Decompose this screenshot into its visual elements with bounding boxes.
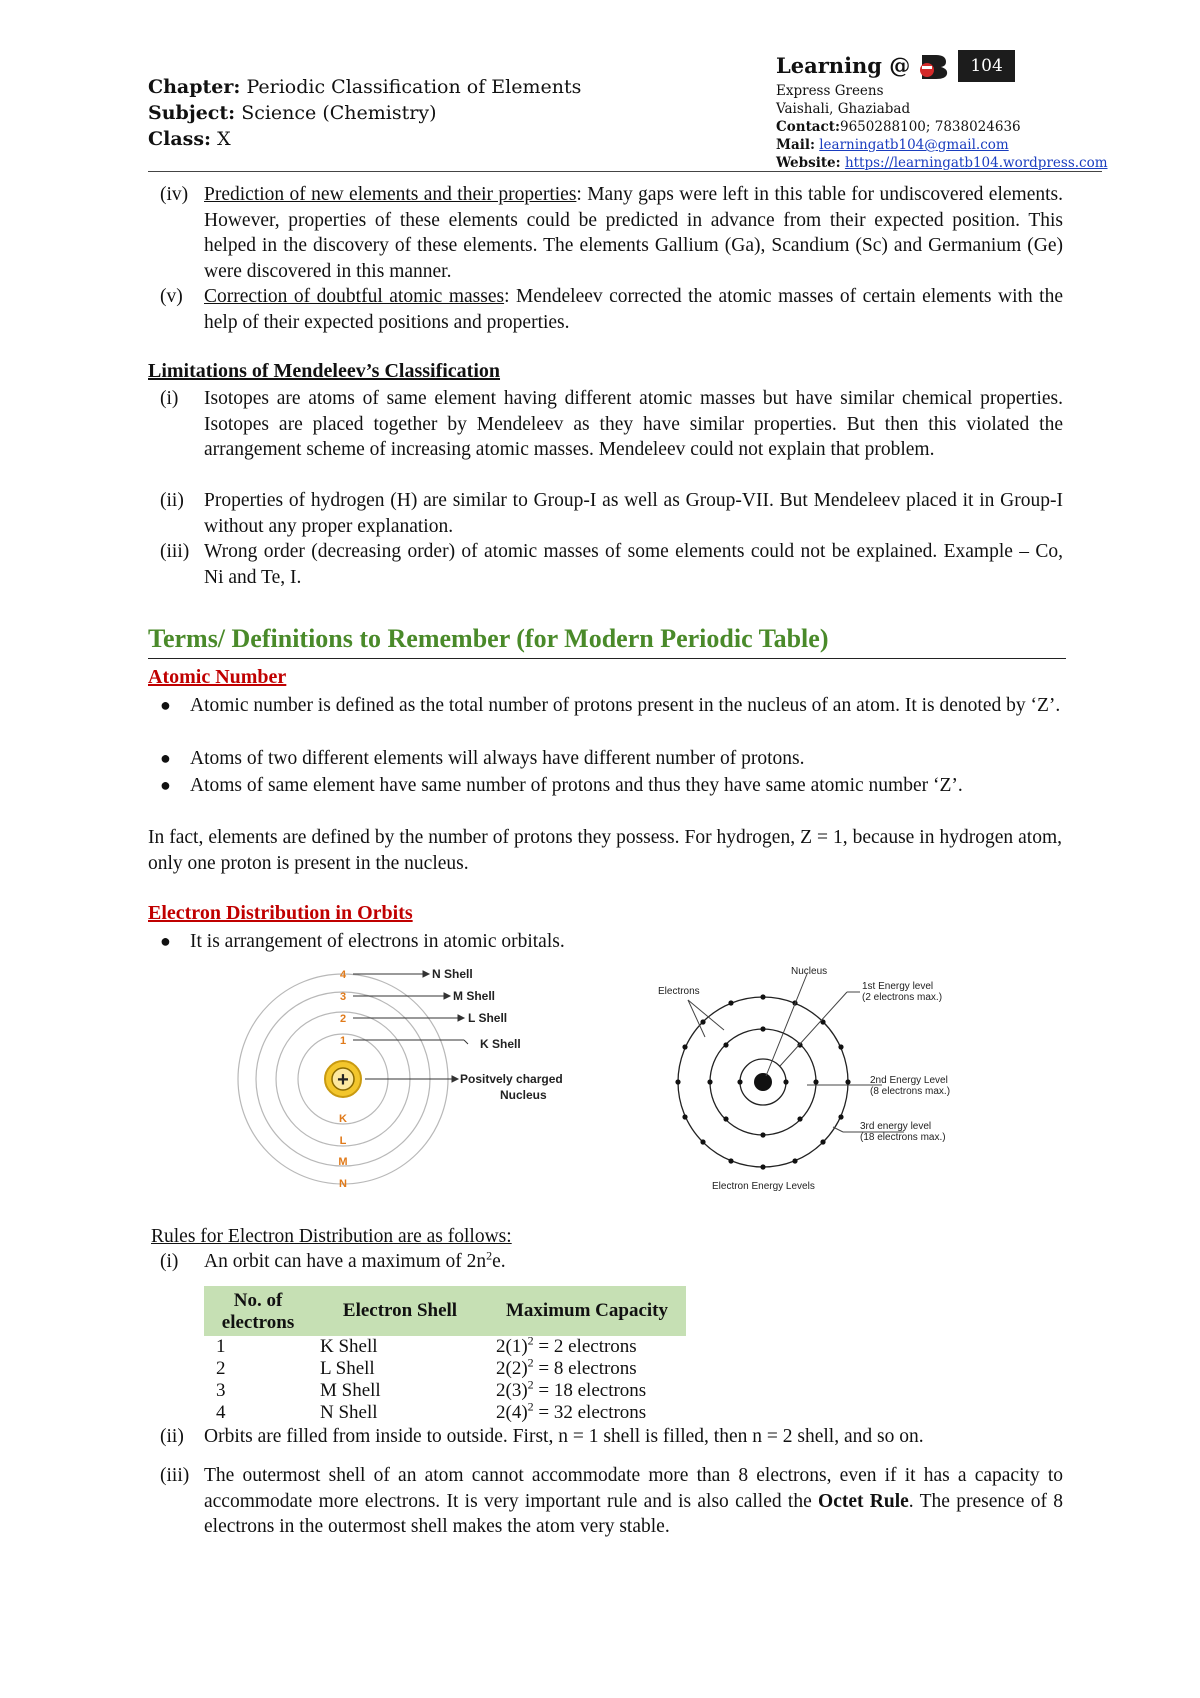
atomic-number-heading: Atomic Number xyxy=(148,666,287,688)
label-level-3: 3rd energy level xyxy=(860,1121,932,1132)
table-row: 3 M Shell $2(3)^2 = 18$ electrons xyxy=(216,1377,647,1401)
subject-line: Subject: Science (Chemistry) xyxy=(148,102,437,124)
address-line-2: Vaishali, Ghaziabad xyxy=(776,101,911,117)
mail-link[interactable]: learningatb104@gmail.com xyxy=(819,137,1009,153)
table-row: 4 N Shell $2(4)^2 = 32$ electrons xyxy=(216,1399,647,1423)
header-maximum-capacity: Maximum Capacity xyxy=(488,1286,686,1336)
label-n-shell: N Shell xyxy=(432,967,473,981)
limitation-item: (iii) Wrong order (decreasing order) of atomic masses of some elements could not be explained. Example – Co, Ni and Te, I. xyxy=(160,541,1063,588)
shell-number: 2 xyxy=(339,1013,347,1025)
bullet-item: ● Atoms of two different elements will always have different number of protons. xyxy=(160,746,1063,772)
section-heading: Terms/ Definitions to Remember (for Modern Periodic Table) xyxy=(148,622,1066,659)
advantage-item-v: (v) Correction of doubtful atomic masses: Mendeleev corrected the atomic masses of certain elements with the help of their expected positions and properties. xyxy=(160,286,1063,333)
brand-number: 104 xyxy=(958,50,1014,82)
limitations-heading: Limitations of Mendeleev’s Classification xyxy=(148,360,501,382)
header-contact-block xyxy=(776,50,1108,172)
electron-distribution-heading: Electron Distribution in Orbits xyxy=(148,902,413,924)
brand xyxy=(776,50,1108,82)
shell-letter: L xyxy=(339,1135,347,1147)
label-level-2-max: (8 electrons max.) xyxy=(870,1086,951,1097)
octet-rule-term: Octet Rule xyxy=(818,1490,909,1512)
shell-number: 4 xyxy=(339,969,347,981)
bullet-item: ● Atomic number is defined as the total number of protons present in the nucleus of an atom. It is denoted by ‘Z’. xyxy=(160,693,1063,719)
energy-level-diagram xyxy=(632,962,992,1198)
b104-logo-icon xyxy=(916,52,950,80)
label-k-shell: K Shell xyxy=(480,1037,521,1051)
advantage-title: Prediction of new elements and their properties xyxy=(204,184,577,205)
advantage-item-iv: (iv) Prediction of new elements and their properties: Many gaps were left in this table for undiscovered elements. However, properties of these elements could be predicted in advance from their expected position. This helped in the discovery of these elements. The elements Gallium (Ga), Scandium (Sc) and Germanium (Ge) were discovered in this manner. xyxy=(160,184,1063,282)
table-header-row xyxy=(204,1286,686,1336)
shell-letter: N xyxy=(339,1178,347,1190)
class-line: Class: X xyxy=(148,128,231,150)
table-row: 1 K Shell $2(1)^2 = 2$ electrons xyxy=(216,1333,637,1357)
chapter-line: Chapter: Periodic Classification of Elements xyxy=(148,76,582,98)
label-level-1: 1st Energy level xyxy=(862,981,934,992)
subject-value: Science (Chemistry) xyxy=(241,102,437,124)
advantage-title: Correction of doubtful atomic masses xyxy=(204,286,505,307)
bullet-icon: ● xyxy=(160,695,171,715)
website-line: Website: https://learningatb104.wordpress.com xyxy=(776,155,1108,171)
label-level-2: 2nd Energy Level xyxy=(870,1075,948,1086)
label-m-shell: M Shell xyxy=(453,989,496,1003)
header-no-of-electrons: No. of electrons xyxy=(204,1286,312,1336)
shell-letter: K xyxy=(339,1113,347,1125)
label-nucleus: Nucleus xyxy=(500,1088,547,1102)
limitation-item: (ii) Properties of hydrogen (H) are similar to Group-I as well as Group-VII. But Mendeleev placed it in Group-I without any proper explanation. xyxy=(160,490,1063,537)
label-level-1-max: (2 electrons max.) xyxy=(862,992,943,1003)
shell-number: 3 xyxy=(339,991,347,1003)
shell-diagram xyxy=(228,962,628,1202)
rule-item-i: (i) An orbit can have a maximum of $2n^2e$. xyxy=(160,1248,506,1272)
table-row: 2 L Shell $2(2)^2 = 8$ electrons xyxy=(216,1355,637,1379)
header-course-info xyxy=(148,74,581,152)
diagram-caption: Electron Energy Levels xyxy=(712,1181,815,1192)
label-electrons: Electrons xyxy=(658,986,700,997)
rule-item-iii: (iii) The outermost shell of an atom cannot accommodate more than 8 electrons, even if it has a capacity to accommodate more electrons. It is very important rule and is also called the Octet Rule. The presence of 8 electrons in the outermost shell makes the atom very stable. xyxy=(160,1465,1063,1537)
rule-item-ii: (ii) Orbits are filled from inside to outside. First, n = 1 shell is filled, then n = 2 shell, and so on. xyxy=(160,1426,924,1447)
address-line-1: Express Greens xyxy=(776,83,884,99)
class-value: X xyxy=(217,128,231,150)
website-link[interactable]: https://learningatb104.wordpress.com xyxy=(844,155,1108,171)
header-divider xyxy=(148,171,1102,172)
brand-text: Learning @ xyxy=(776,53,911,78)
shell-letter: M xyxy=(338,1156,348,1168)
rules-heading: Rules for Electron Distribution are as follows: xyxy=(151,1226,512,1247)
label-nucleus: Nucleus xyxy=(791,966,828,977)
contact-line: Contact:9650288100; 7838024636 xyxy=(776,119,1021,135)
nucleus-plus: + xyxy=(337,1069,349,1091)
atomic-number-paragraph: In fact, elements are defined by the number of protons they possess. For hydrogen, Z = 1, because in hydrogen atom, only one proton is present in the nucleus. xyxy=(148,827,1062,874)
chapter-title: Periodic Classification of Elements xyxy=(246,76,582,98)
limitation-item: (i) Isotopes are atoms of same element having different atomic masses but have similar chemical properties. Isotopes are placed together by Mendeleev as they have similar properties. But then this violated the arrangement scheme of increasing atomic masses. Mendeleev could not explain that problem. xyxy=(160,388,1063,460)
contact-phone: 9650288100; 7838024636 xyxy=(840,119,1021,135)
nucleus-dot-icon xyxy=(754,1073,772,1091)
shell-number: 1 xyxy=(339,1035,347,1047)
bullet-item: ● It is arrangement of electrons in atomic orbitals. xyxy=(160,929,1063,955)
label-level-3-max: (18 electrons max.) xyxy=(860,1132,946,1143)
bullet-icon: ● xyxy=(160,931,171,951)
bullet-icon: ● xyxy=(160,775,171,795)
bullet-item: ● Atoms of same element have same number of protons and thus they have same atomic number ‘Z’. xyxy=(160,773,1063,799)
label-l-shell: L Shell xyxy=(468,1011,508,1025)
mail-line: Mail: learningatb104@gmail.com xyxy=(776,137,1009,153)
label-positive-nucleus: Positvely charged xyxy=(460,1072,563,1086)
header-electron-shell: Electron Shell xyxy=(312,1286,488,1336)
bullet-icon: ● xyxy=(160,748,171,768)
capacity-table xyxy=(204,1286,686,1424)
